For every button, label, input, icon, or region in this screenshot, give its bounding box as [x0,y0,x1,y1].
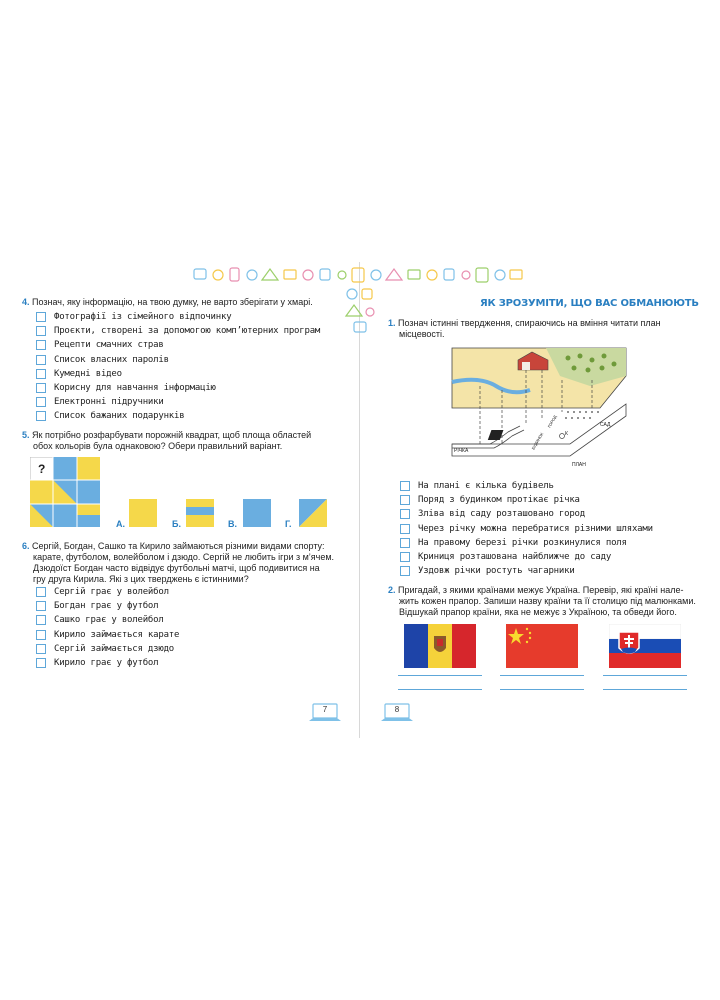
checkbox[interactable] [36,397,46,407]
question-mark: ? [38,462,46,476]
question-5-text: 5. Як потрібно розфарбувати порожній квадрат, щоб площа областей обох кольорів була однаковою? Обери правильний варіант. [22,430,312,451]
terrain-plan-illustration [450,346,628,472]
list-item[interactable]: Сергій займається дзюдо [36,643,236,657]
list-item[interactable]: Фотографії із сімейного відпочинку [36,311,346,325]
river-label: РІЧКА [454,448,469,454]
list-item[interactable]: Сергій грає у волейбол [36,586,236,600]
checkbox[interactable] [36,383,46,393]
list-item[interactable]: На правому березі річки розкинулися поля [400,537,700,551]
answer-line[interactable] [500,689,584,690]
question-6-number: 6. [22,541,30,551]
checkbox[interactable] [36,340,46,350]
question-4-number: 4. [22,297,30,307]
list-item[interactable]: Сашко грає у волейбол [36,614,236,628]
question-4-prompt: Познач, яку інформацію, на твою думку, не варто зберігати у хмарі. [32,297,313,307]
plan-label: ПЛАН [572,462,586,468]
list-item[interactable]: Кирило займається карате [36,629,236,643]
list-item[interactable]: Список власних паролів [36,354,346,368]
right-question-1-text: 1. Познач істинні твердження, спираючись на вміння читати план місцевості. [388,318,661,339]
list-item[interactable]: Через річку можна перебратися різними шляхами [400,523,700,537]
page-number-right: 8 [394,705,400,714]
checkbox[interactable] [36,630,46,640]
china-flag[interactable] [506,624,578,668]
answer-line[interactable] [603,689,687,690]
section-title: ЯК ЗРОЗУМІТИ, ЩО ВАС ОБМАНЮЮТЬ [480,298,699,309]
checkbox[interactable] [36,615,46,625]
choice-b-square[interactable] [186,499,214,527]
yard-label: ГОРОД [546,414,558,429]
answer-line[interactable] [398,689,482,690]
checkbox[interactable] [36,411,46,421]
list-item[interactable]: Кумедні відео [36,368,346,382]
moldova-flag[interactable] [404,624,476,668]
checkbox[interactable] [400,495,410,505]
list-item[interactable]: Кирило грає у футбол [36,657,236,671]
house-label: БУДИНОК [530,431,545,451]
list-item[interactable]: Електронні підручники [36,396,346,410]
choice-b-label: Б. [172,519,181,529]
garden-label: САД [600,422,611,428]
checkbox[interactable] [36,644,46,654]
checkbox[interactable] [36,601,46,611]
checkbox[interactable] [400,481,410,491]
color-puzzle-square [30,457,100,527]
choice-a-label: А. [116,519,125,529]
list-item[interactable]: Проєкти, створені за допомогою комп’ютерних програм [36,325,346,339]
question-5-number: 5. [22,430,30,440]
list-item[interactable]: Уздовж річки ростуть чагарники [400,565,700,579]
checkbox[interactable] [36,658,46,668]
question-4-options [36,311,346,425]
checkbox[interactable] [36,369,46,379]
list-item[interactable]: Рецепти смачних страв [36,339,346,353]
right-question-1-number: 1. [388,318,396,328]
checkbox[interactable] [36,355,46,365]
answer-line[interactable] [603,675,687,676]
slovakia-flag[interactable] [609,624,681,668]
checkbox[interactable] [400,566,410,576]
checkbox[interactable] [400,538,410,548]
decor-icons [194,268,522,282]
checkbox[interactable] [36,312,46,322]
right-question-1-options [400,480,700,579]
decorative-icon-column [342,286,378,336]
choice-c-square[interactable] [243,499,271,527]
well-label: К [565,431,568,437]
right-question-2-number: 2. [388,585,396,595]
list-item[interactable]: Список бажаних подарунків [36,410,346,424]
list-item[interactable]: Криниця розташована найближче до саду [400,551,700,565]
decorative-icon-band [190,264,530,286]
question-6-text: 6. Сергій, Богдан, Сашко та Кирило займаються різними видами спорту: карате, футболом, волейболом і дзюдо. Сергій не любить ігри з м’ячем. Дзюдоїст Богдан часто відвідує футбольні матчі, щоб подивитися на гру друга Кирила. Які з цих тверджень є істинними? [22,541,335,584]
checkbox[interactable] [36,326,46,336]
checkbox[interactable] [400,509,410,519]
list-item[interactable]: На плані є кілька будівель [400,480,700,494]
list-item[interactable]: Зліва від саду розташовано город [400,508,700,522]
choice-c-label: В. [228,519,237,529]
answer-line[interactable] [398,675,482,676]
question-4-text [22,297,342,308]
right-question-2-text: 2. Пригадай, з якими країнами межує Україна. Перевір, які країні нале- жить кожен прапор. Запиши назву країни та її столицю під малюнками. Відшукай прапор країни, яка не межує з Україною, та обведи його. [388,585,696,617]
question-6-options [36,586,236,671]
choice-a-square[interactable] [129,499,157,527]
checkbox[interactable] [400,552,410,562]
choice-d-square[interactable] [299,499,327,527]
page-number-left: 7 [322,705,328,714]
list-item[interactable]: Поряд з будинком протікає річка [400,494,700,508]
checkbox[interactable] [36,587,46,597]
answer-line[interactable] [500,675,584,676]
list-item[interactable]: Богдан грає у футбол [36,600,236,614]
list-item[interactable]: Корисну для навчання інформацію [36,382,346,396]
choice-d-label: Г. [285,519,292,529]
checkbox[interactable] [400,524,410,534]
